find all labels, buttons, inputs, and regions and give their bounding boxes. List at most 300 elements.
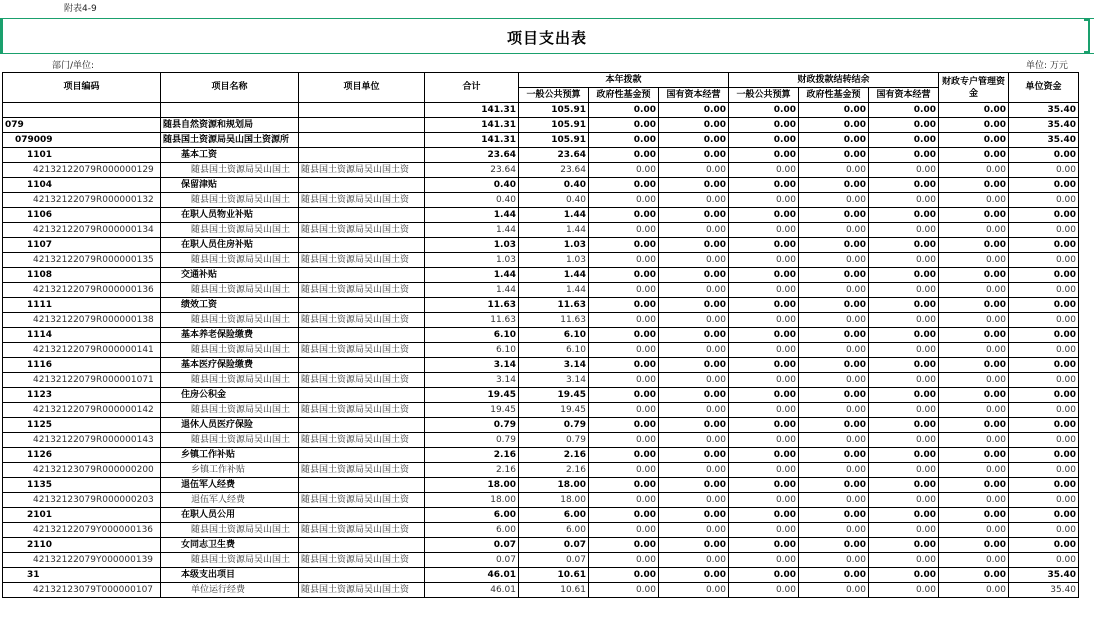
cell-special-account[interactable]: 0.00: [939, 418, 1009, 433]
cell-g1-capital[interactable]: 0.00: [659, 178, 729, 193]
cell-g2-fund[interactable]: 0.00: [799, 538, 869, 553]
cell-g1-fund[interactable]: 0.00: [589, 223, 659, 238]
cell-g2-capital[interactable]: 0.00: [869, 148, 939, 163]
cell-unit[interactable]: 随县国土资源局吴山国土资: [299, 343, 425, 358]
cell-g1-capital[interactable]: 0.00: [659, 268, 729, 283]
cell-special-account[interactable]: 0.00: [939, 478, 1009, 493]
cell-g1-capital[interactable]: 0.00: [659, 478, 729, 493]
cell-g1-fund[interactable]: 0.00: [589, 268, 659, 283]
cell-name[interactable]: 退伍军人经费: [161, 493, 299, 508]
cell-code[interactable]: 42132122079R000000132: [3, 193, 161, 208]
cell-name[interactable]: 单位运行经费: [161, 583, 299, 598]
cell-total[interactable]: 1.03: [425, 238, 519, 253]
cell-unit[interactable]: 随县国土资源局吴山国土资: [299, 583, 425, 598]
cell-g1-general[interactable]: 1.44: [519, 268, 589, 283]
cell-g2-general[interactable]: 0.00: [729, 538, 799, 553]
cell-g1-general[interactable]: 6.00: [519, 508, 589, 523]
cell-g1-fund[interactable]: 0.00: [589, 283, 659, 298]
cell-g1-fund[interactable]: 0.00: [589, 148, 659, 163]
cell-own-funds[interactable]: 0.00: [1009, 388, 1079, 403]
cell-g2-capital[interactable]: 0.00: [869, 253, 939, 268]
cell-unit[interactable]: [299, 388, 425, 403]
cell-g2-fund[interactable]: 0.00: [799, 178, 869, 193]
cell-unit[interactable]: [299, 418, 425, 433]
cell-g2-capital[interactable]: 0.00: [869, 178, 939, 193]
header-unit[interactable]: 项目单位: [299, 73, 425, 103]
cell-code[interactable]: 42132122079R000000142: [3, 403, 161, 418]
cell-g1-general[interactable]: 18.00: [519, 478, 589, 493]
cell-g1-capital[interactable]: 0.00: [659, 223, 729, 238]
cell-total[interactable]: 0.07: [425, 538, 519, 553]
cell-g1-capital[interactable]: 0.00: [659, 553, 729, 568]
cell-g2-general[interactable]: 0.00: [729, 298, 799, 313]
header-g1-general[interactable]: 一般公共预算: [519, 88, 589, 103]
cell-g1-fund[interactable]: 0.00: [589, 508, 659, 523]
cell-g1-capital[interactable]: 0.00: [659, 448, 729, 463]
cell-total[interactable]: 141.31: [425, 118, 519, 133]
cell-unit[interactable]: 随县国土资源局吴山国土资: [299, 493, 425, 508]
cell-g2-fund[interactable]: 0.00: [799, 388, 869, 403]
cell-total[interactable]: 141.31: [425, 133, 519, 148]
cell-total[interactable]: 18.00: [425, 493, 519, 508]
cell-own-funds[interactable]: 0.00: [1009, 253, 1079, 268]
cell-unit[interactable]: [299, 298, 425, 313]
cell-own-funds[interactable]: 0.00: [1009, 418, 1079, 433]
cell-code[interactable]: 2101: [3, 508, 161, 523]
cell-g2-general[interactable]: 0.00: [729, 268, 799, 283]
cell-name[interactable]: 保留津贴: [161, 178, 299, 193]
cell-name[interactable]: 绩效工资: [161, 298, 299, 313]
cell-own-funds[interactable]: 0.00: [1009, 328, 1079, 343]
cell-total[interactable]: 0.40: [425, 193, 519, 208]
cell-g2-general[interactable]: 0.00: [729, 133, 799, 148]
cell-own-funds[interactable]: 35.40: [1009, 583, 1079, 598]
header-own-funds[interactable]: 单位资金: [1009, 73, 1079, 103]
cell-g1-fund[interactable]: 0.00: [589, 538, 659, 553]
cell-total[interactable]: 2.16: [425, 463, 519, 478]
cell-g2-fund[interactable]: 0.00: [799, 358, 869, 373]
cell-total[interactable]: 46.01: [425, 583, 519, 598]
cell-g1-fund[interactable]: 0.00: [589, 313, 659, 328]
cell-g2-general[interactable]: 0.00: [729, 448, 799, 463]
cell-g2-capital[interactable]: 0.00: [869, 133, 939, 148]
cell-unit[interactable]: 随县国土资源局吴山国土资: [299, 523, 425, 538]
cell-code[interactable]: 1126: [3, 448, 161, 463]
cell-code[interactable]: 079009: [3, 133, 161, 148]
cell-code[interactable]: 42132122079R000001071: [3, 373, 161, 388]
cell-special-account[interactable]: 0.00: [939, 283, 1009, 298]
cell-total[interactable]: 6.00: [425, 523, 519, 538]
cell-g2-general[interactable]: 0.00: [729, 583, 799, 598]
header-g2-general[interactable]: 一般公共预算: [729, 88, 799, 103]
cell-g2-general[interactable]: 0.00: [729, 103, 799, 118]
cell-g1-fund[interactable]: 0.00: [589, 553, 659, 568]
cell-unit[interactable]: 随县国土资源局吴山国土资: [299, 313, 425, 328]
cell-special-account[interactable]: 0.00: [939, 448, 1009, 463]
cell-unit[interactable]: [299, 538, 425, 553]
cell-name[interactable]: 住房公积金: [161, 388, 299, 403]
cell-g1-capital[interactable]: 0.00: [659, 133, 729, 148]
cell-g2-general[interactable]: 0.00: [729, 493, 799, 508]
header-total[interactable]: 合计: [425, 73, 519, 103]
cell-g1-fund[interactable]: 0.00: [589, 193, 659, 208]
cell-g1-general[interactable]: 23.64: [519, 163, 589, 178]
cell-g2-general[interactable]: 0.00: [729, 193, 799, 208]
cell-unit[interactable]: 随县国土资源局吴山国土资: [299, 433, 425, 448]
cell-own-funds[interactable]: 0.00: [1009, 508, 1079, 523]
cell-own-funds[interactable]: 0.00: [1009, 553, 1079, 568]
cell-special-account[interactable]: 0.00: [939, 583, 1009, 598]
cell-g2-capital[interactable]: 0.00: [869, 448, 939, 463]
cell-unit[interactable]: 随县国土资源局吴山国土资: [299, 223, 425, 238]
cell-name[interactable]: 在职人员公用: [161, 508, 299, 523]
cell-total[interactable]: 6.10: [425, 328, 519, 343]
cell-g1-capital[interactable]: 0.00: [659, 238, 729, 253]
cell-g1-general[interactable]: 0.07: [519, 538, 589, 553]
cell-name[interactable]: 退休人员医疗保险: [161, 418, 299, 433]
cell-code[interactable]: 2110: [3, 538, 161, 553]
cell-g2-fund[interactable]: 0.00: [799, 208, 869, 223]
header-g2-capital[interactable]: 国有资本经营: [869, 88, 939, 103]
cell-g2-fund[interactable]: 0.00: [799, 403, 869, 418]
cell-special-account[interactable]: 0.00: [939, 148, 1009, 163]
cell-g1-fund[interactable]: 0.00: [589, 463, 659, 478]
cell-special-account[interactable]: 0.00: [939, 208, 1009, 223]
cell-own-funds[interactable]: 0.00: [1009, 208, 1079, 223]
cell-unit[interactable]: 随县国土资源局吴山国土资: [299, 283, 425, 298]
cell-g1-general[interactable]: 1.44: [519, 208, 589, 223]
cell-name[interactable]: 基本养老保险缴费: [161, 328, 299, 343]
cell-g1-general[interactable]: 10.61: [519, 568, 589, 583]
cell-name[interactable]: 随县国土资源局吴山国土: [161, 223, 299, 238]
cell-total[interactable]: 3.14: [425, 358, 519, 373]
cell-total[interactable]: 0.07: [425, 553, 519, 568]
cell-total[interactable]: 23.64: [425, 148, 519, 163]
cell-special-account[interactable]: 0.00: [939, 388, 1009, 403]
cell-g1-general[interactable]: 11.63: [519, 313, 589, 328]
cell-g1-fund[interactable]: 0.00: [589, 208, 659, 223]
cell-special-account[interactable]: 0.00: [939, 523, 1009, 538]
cell-own-funds[interactable]: 0.00: [1009, 193, 1079, 208]
cell-total[interactable]: 11.63: [425, 298, 519, 313]
cell-g1-fund[interactable]: 0.00: [589, 178, 659, 193]
cell-total[interactable]: 1.44: [425, 283, 519, 298]
cell-code[interactable]: 1111: [3, 298, 161, 313]
cell-total[interactable]: 19.45: [425, 403, 519, 418]
cell-own-funds[interactable]: 35.40: [1009, 133, 1079, 148]
cell-g1-general[interactable]: 11.63: [519, 298, 589, 313]
cell-g2-fund[interactable]: 0.00: [799, 343, 869, 358]
cell-g1-fund[interactable]: 0.00: [589, 328, 659, 343]
cell-g1-general[interactable]: 1.03: [519, 238, 589, 253]
cell-name[interactable]: 随县国土资源局吴山国土: [161, 193, 299, 208]
header-g1-capital[interactable]: 国有资本经营: [659, 88, 729, 103]
cell-name[interactable]: 随县国土资源局吴山国土: [161, 373, 299, 388]
cell-g2-fund[interactable]: 0.00: [799, 193, 869, 208]
cell-g2-fund[interactable]: 0.00: [799, 478, 869, 493]
cell-g1-capital[interactable]: 0.00: [659, 253, 729, 268]
cell-g1-capital[interactable]: 0.00: [659, 208, 729, 223]
cell-special-account[interactable]: 0.00: [939, 433, 1009, 448]
cell-own-funds[interactable]: 0.00: [1009, 358, 1079, 373]
cell-total[interactable]: 0.40: [425, 178, 519, 193]
cell-name[interactable]: 随县国土资源局吴山国土: [161, 403, 299, 418]
cell-g2-fund[interactable]: 0.00: [799, 508, 869, 523]
cell-special-account[interactable]: 0.00: [939, 373, 1009, 388]
cell-g1-general[interactable]: 3.14: [519, 358, 589, 373]
cell-own-funds[interactable]: 35.40: [1009, 568, 1079, 583]
cell-g1-capital[interactable]: 0.00: [659, 313, 729, 328]
cell-g1-capital[interactable]: 0.00: [659, 283, 729, 298]
cell-total[interactable]: 11.63: [425, 313, 519, 328]
cell-g1-capital[interactable]: 0.00: [659, 373, 729, 388]
cell-g2-general[interactable]: 0.00: [729, 463, 799, 478]
cell-g1-capital[interactable]: 0.00: [659, 583, 729, 598]
cell-unit[interactable]: [299, 208, 425, 223]
cell-g1-general[interactable]: 3.14: [519, 373, 589, 388]
cell-g1-capital[interactable]: 0.00: [659, 193, 729, 208]
header-code[interactable]: 项目编码: [3, 73, 161, 103]
cell-g1-general[interactable]: 6.10: [519, 328, 589, 343]
cell-code[interactable]: 42132122079R000000138: [3, 313, 161, 328]
cell-g1-fund[interactable]: 0.00: [589, 478, 659, 493]
cell-g2-fund[interactable]: 0.00: [799, 328, 869, 343]
cell-g2-general[interactable]: 0.00: [729, 373, 799, 388]
cell-g2-general[interactable]: 0.00: [729, 388, 799, 403]
cell-g2-fund[interactable]: 0.00: [799, 118, 869, 133]
cell-g1-general[interactable]: 19.45: [519, 388, 589, 403]
cell-special-account[interactable]: 0.00: [939, 193, 1009, 208]
cell-g2-fund[interactable]: 0.00: [799, 283, 869, 298]
cell-special-account[interactable]: 0.00: [939, 508, 1009, 523]
cell-own-funds[interactable]: 0.00: [1009, 523, 1079, 538]
cell-total[interactable]: 1.44: [425, 223, 519, 238]
cell-g1-capital[interactable]: 0.00: [659, 388, 729, 403]
cell-g2-capital[interactable]: 0.00: [869, 388, 939, 403]
cell-g2-fund[interactable]: 0.00: [799, 253, 869, 268]
cell-g2-capital[interactable]: 0.00: [869, 403, 939, 418]
cell-g1-general[interactable]: 2.16: [519, 463, 589, 478]
cell-g1-general[interactable]: 6.00: [519, 523, 589, 538]
cell-g1-fund[interactable]: 0.00: [589, 238, 659, 253]
cell-unit[interactable]: 随县国土资源局吴山国土资: [299, 193, 425, 208]
cell-g2-capital[interactable]: 0.00: [869, 208, 939, 223]
cell-g2-fund[interactable]: 0.00: [799, 148, 869, 163]
cell-total[interactable]: 19.45: [425, 388, 519, 403]
cell-g2-fund[interactable]: 0.00: [799, 268, 869, 283]
cell-g2-capital[interactable]: 0.00: [869, 283, 939, 298]
cell-g2-fund[interactable]: 0.00: [799, 583, 869, 598]
header-name[interactable]: 项目名称: [161, 73, 299, 103]
cell-own-funds[interactable]: 0.00: [1009, 298, 1079, 313]
cell-g2-general[interactable]: 0.00: [729, 238, 799, 253]
cell-g1-general[interactable]: 0.79: [519, 418, 589, 433]
cell-code[interactable]: 42132122079R000000141: [3, 343, 161, 358]
cell-g2-capital[interactable]: 0.00: [869, 163, 939, 178]
cell-unit[interactable]: [299, 448, 425, 463]
cell-g2-fund[interactable]: 0.00: [799, 223, 869, 238]
cell-g1-general[interactable]: 105.91: [519, 118, 589, 133]
cell-total[interactable]: 6.00: [425, 508, 519, 523]
cell-special-account[interactable]: 0.00: [939, 238, 1009, 253]
cell-g1-fund[interactable]: 0.00: [589, 343, 659, 358]
cell-name[interactable]: 随县自然资源和规划局: [161, 118, 299, 133]
cell-g1-fund[interactable]: 0.00: [589, 583, 659, 598]
cell-code[interactable]: 42132122079R000000143: [3, 433, 161, 448]
cell-g1-fund[interactable]: 0.00: [589, 403, 659, 418]
cell-special-account[interactable]: 0.00: [939, 553, 1009, 568]
cell-code[interactable]: 42132122079Y000000139: [3, 553, 161, 568]
cell-own-funds[interactable]: 0.00: [1009, 148, 1079, 163]
cell-unit[interactable]: [299, 508, 425, 523]
cell-g2-fund[interactable]: 0.00: [799, 373, 869, 388]
cell-unit[interactable]: [299, 268, 425, 283]
cell-g2-capital[interactable]: 0.00: [869, 508, 939, 523]
cell-name[interactable]: 女同志卫生费: [161, 538, 299, 553]
cell-g2-general[interactable]: 0.00: [729, 178, 799, 193]
cell-total[interactable]: 2.16: [425, 448, 519, 463]
cell-special-account[interactable]: 0.00: [939, 358, 1009, 373]
cell-code[interactable]: 42132122079R000000135: [3, 253, 161, 268]
cell-own-funds[interactable]: 0.00: [1009, 223, 1079, 238]
cell-code[interactable]: 42132122079Y000000136: [3, 523, 161, 538]
cell-g1-capital[interactable]: 0.00: [659, 358, 729, 373]
cell-g2-capital[interactable]: 0.00: [869, 268, 939, 283]
cell-code[interactable]: 1108: [3, 268, 161, 283]
cell-g2-capital[interactable]: 0.00: [869, 328, 939, 343]
cell-special-account[interactable]: 0.00: [939, 103, 1009, 118]
cell-g1-fund[interactable]: 0.00: [589, 448, 659, 463]
cell-g1-general[interactable]: 105.91: [519, 133, 589, 148]
cell-g1-general[interactable]: 1.44: [519, 223, 589, 238]
cell-special-account[interactable]: 0.00: [939, 568, 1009, 583]
cell-g2-fund[interactable]: 0.00: [799, 313, 869, 328]
cell-g1-fund[interactable]: 0.00: [589, 298, 659, 313]
cell-g1-general[interactable]: 105.91: [519, 103, 589, 118]
cell-g2-fund[interactable]: 0.00: [799, 523, 869, 538]
cell-code[interactable]: 1125: [3, 418, 161, 433]
cell-g1-fund[interactable]: 0.00: [589, 433, 659, 448]
cell-g2-general[interactable]: 0.00: [729, 118, 799, 133]
cell-g1-capital[interactable]: 0.00: [659, 538, 729, 553]
cell-g2-capital[interactable]: 0.00: [869, 478, 939, 493]
cell-code[interactable]: 42132123079R000000203: [3, 493, 161, 508]
cell-total[interactable]: 18.00: [425, 478, 519, 493]
cell-g2-fund[interactable]: 0.00: [799, 298, 869, 313]
cell-special-account[interactable]: 0.00: [939, 133, 1009, 148]
header-group-current-year[interactable]: 本年拨款: [519, 73, 729, 88]
cell-g1-fund[interactable]: 0.00: [589, 523, 659, 538]
cell-g2-capital[interactable]: 0.00: [869, 223, 939, 238]
cell-unit[interactable]: 随县国土资源局吴山国土资: [299, 373, 425, 388]
cell-g2-fund[interactable]: 0.00: [799, 238, 869, 253]
cell-g1-general[interactable]: 0.07: [519, 553, 589, 568]
cell-g2-general[interactable]: 0.00: [729, 208, 799, 223]
cell-unit[interactable]: [299, 148, 425, 163]
cell-special-account[interactable]: 0.00: [939, 268, 1009, 283]
cell-special-account[interactable]: 0.00: [939, 253, 1009, 268]
cell-g1-capital[interactable]: 0.00: [659, 148, 729, 163]
cell-g2-general[interactable]: 0.00: [729, 253, 799, 268]
cell-g2-general[interactable]: 0.00: [729, 433, 799, 448]
cell-own-funds[interactable]: 0.00: [1009, 448, 1079, 463]
cell-g2-general[interactable]: 0.00: [729, 313, 799, 328]
cell-code[interactable]: 079: [3, 118, 161, 133]
cell-g2-capital[interactable]: 0.00: [869, 463, 939, 478]
cell-g2-general[interactable]: 0.00: [729, 523, 799, 538]
cell-g1-fund[interactable]: 0.00: [589, 253, 659, 268]
cell-g2-fund[interactable]: 0.00: [799, 433, 869, 448]
cell-own-funds[interactable]: 0.00: [1009, 403, 1079, 418]
cell-name[interactable]: 随县国土资源局吴山国土资源所: [161, 133, 299, 148]
cell-g1-capital[interactable]: 0.00: [659, 343, 729, 358]
cell-g2-capital[interactable]: 0.00: [869, 553, 939, 568]
cell-name[interactable]: 本级支出项目: [161, 568, 299, 583]
cell-g1-fund[interactable]: 0.00: [589, 163, 659, 178]
cell-name[interactable]: 在职人员物业补贴: [161, 208, 299, 223]
cell-code[interactable]: 42132122079R000000134: [3, 223, 161, 238]
cell-name[interactable]: 乡镇工作补贴: [161, 448, 299, 463]
cell-g2-general[interactable]: 0.00: [729, 358, 799, 373]
cell-g2-fund[interactable]: 0.00: [799, 103, 869, 118]
cell-code[interactable]: 1116: [3, 358, 161, 373]
cell-code[interactable]: 1101: [3, 148, 161, 163]
cell-unit[interactable]: 随县国土资源局吴山国土资: [299, 403, 425, 418]
cell-g2-capital[interactable]: 0.00: [869, 538, 939, 553]
cell-g2-general[interactable]: 0.00: [729, 283, 799, 298]
cell-g2-fund[interactable]: 0.00: [799, 568, 869, 583]
cell-g2-fund[interactable]: 0.00: [799, 133, 869, 148]
cell-g1-capital[interactable]: 0.00: [659, 433, 729, 448]
cell-total[interactable]: 1.44: [425, 208, 519, 223]
cell-name[interactable]: 基本医疗保险缴费: [161, 358, 299, 373]
cell-g2-capital[interactable]: 0.00: [869, 418, 939, 433]
cell-g2-general[interactable]: 0.00: [729, 223, 799, 238]
cell-unit[interactable]: 随县国土资源局吴山国土资: [299, 253, 425, 268]
cell-own-funds[interactable]: 0.00: [1009, 163, 1079, 178]
cell-unit[interactable]: 随县国土资源局吴山国土资: [299, 163, 425, 178]
cell-g2-fund[interactable]: 0.00: [799, 163, 869, 178]
cell-g1-general[interactable]: 1.03: [519, 253, 589, 268]
cell-name[interactable]: 随县国土资源局吴山国土: [161, 553, 299, 568]
cell-own-funds[interactable]: 35.40: [1009, 118, 1079, 133]
cell-own-funds[interactable]: 0.00: [1009, 433, 1079, 448]
cell-g2-capital[interactable]: 0.00: [869, 493, 939, 508]
cell-g1-fund[interactable]: 0.00: [589, 133, 659, 148]
cell-g2-general[interactable]: 0.00: [729, 343, 799, 358]
cell-g2-capital[interactable]: 0.00: [869, 568, 939, 583]
cell-unit[interactable]: [299, 478, 425, 493]
cell-g1-capital[interactable]: 0.00: [659, 523, 729, 538]
cell-code[interactable]: 1123: [3, 388, 161, 403]
cell-g1-fund[interactable]: 0.00: [589, 568, 659, 583]
cell-g2-capital[interactable]: 0.00: [869, 583, 939, 598]
cell-special-account[interactable]: 0.00: [939, 313, 1009, 328]
cell-name[interactable]: 随县国土资源局吴山国土: [161, 283, 299, 298]
cell-g1-general[interactable]: 23.64: [519, 148, 589, 163]
cell-g1-capital[interactable]: 0.00: [659, 493, 729, 508]
cell-g1-capital[interactable]: 0.00: [659, 403, 729, 418]
cell-g1-fund[interactable]: 0.00: [589, 493, 659, 508]
cell-g2-general[interactable]: 0.00: [729, 418, 799, 433]
cell-g2-capital[interactable]: 0.00: [869, 523, 939, 538]
cell-special-account[interactable]: 0.00: [939, 403, 1009, 418]
cell-name[interactable]: 随县国土资源局吴山国土: [161, 433, 299, 448]
cell-g1-fund[interactable]: 0.00: [589, 388, 659, 403]
cell-total[interactable]: 46.01: [425, 568, 519, 583]
cell-g2-fund[interactable]: 0.00: [799, 448, 869, 463]
cell-g2-capital[interactable]: 0.00: [869, 118, 939, 133]
